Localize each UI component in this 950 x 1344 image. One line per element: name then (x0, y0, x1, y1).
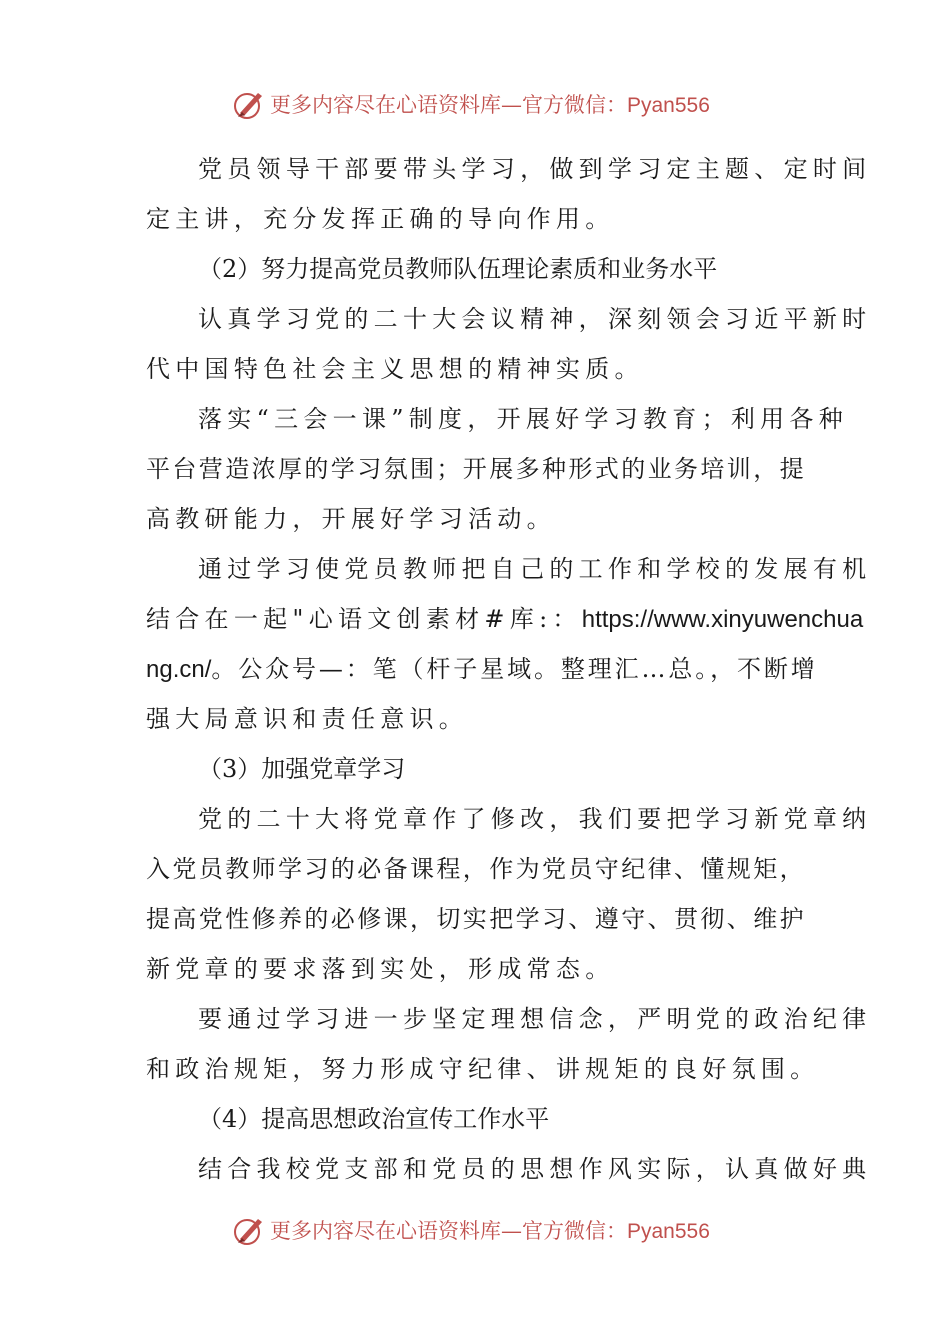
text-line: 新党章的要求落到实处，形成常态。 (146, 955, 615, 983)
text-line: 结合我校党支部和党员的思想作风实际，认真做好典 (198, 1155, 872, 1183)
text-line (146, 652, 818, 686)
text-line: 通过学习使党员教师把自己的工作和学校的发展有机 (198, 555, 872, 583)
banner-wechat-id: Pyan556 (627, 1220, 710, 1243)
text-line: 提高党性修养的必修课，切实把学习、遵守、贯彻、维护 (146, 905, 806, 933)
footer-banner (0, 1210, 950, 1250)
text-line: 平台营造浓厚的学习氛围；开展多种形式的业务培训，提 (146, 455, 806, 483)
text-line: 定主讲，充分发挥正确的导向作用。 (146, 205, 615, 233)
banner-text (270, 89, 710, 119)
banner-wechat-id: Pyan556 (627, 94, 710, 117)
text-line: 和政治规矩，努力形成守纪律、讲规矩的良好氛围。 (146, 1055, 820, 1083)
text-fragment: 结合在一起"心语文创素材#库:： (146, 605, 582, 633)
text-line: 党员领导干部要带头学习，做到学习定主题、定时间 (198, 155, 872, 183)
section-heading: （2）努力提高党员教师队伍理论素质和业务水平 (198, 255, 718, 283)
banner-label: 更多内容尽在心语资料库—官方微信： (270, 93, 627, 117)
url-link: https://www.xinyuwenchua (581, 606, 864, 633)
text-line: 认真学习党的二十大会议精神，深刻领会习近平新时 (198, 305, 872, 333)
section-heading: （3）加强党章学习 (198, 755, 406, 783)
text-line: 高教研能力，开展好学习活动。 (146, 505, 556, 533)
text-line (146, 602, 863, 636)
pen-logo-icon (232, 87, 266, 121)
text-line: 党的二十大将党章作了修改，我们要把学习新党章纳 (198, 805, 872, 833)
url-link-end: ng.cn/ (146, 656, 212, 683)
header-banner (0, 84, 950, 124)
pen-logo-icon (232, 1213, 266, 1247)
text-line: 要通过学习进一步坚定理想信念，严明党的政治纪律 (198, 1005, 872, 1033)
text-line: 代中国特色社会主义思想的精神实质。 (146, 355, 644, 383)
text-line: 入党员教师学习的必备课程，作为党员守纪律、懂规矩， (146, 855, 806, 883)
banner-label: 更多内容尽在心语资料库—官方微信： (270, 1219, 627, 1243)
section-heading: （4）提高思想政治宣传工作水平 (198, 1105, 550, 1133)
text-fragment: 。公众号—：笔（杆子星域。整理汇…总。，不断增 (211, 655, 818, 683)
text-line: 落实“三会一课”制度，开展好学习教育；利用各种 (198, 405, 848, 433)
banner-text (270, 1215, 710, 1245)
text-line: 强大局意识和责任意识。 (146, 705, 469, 733)
